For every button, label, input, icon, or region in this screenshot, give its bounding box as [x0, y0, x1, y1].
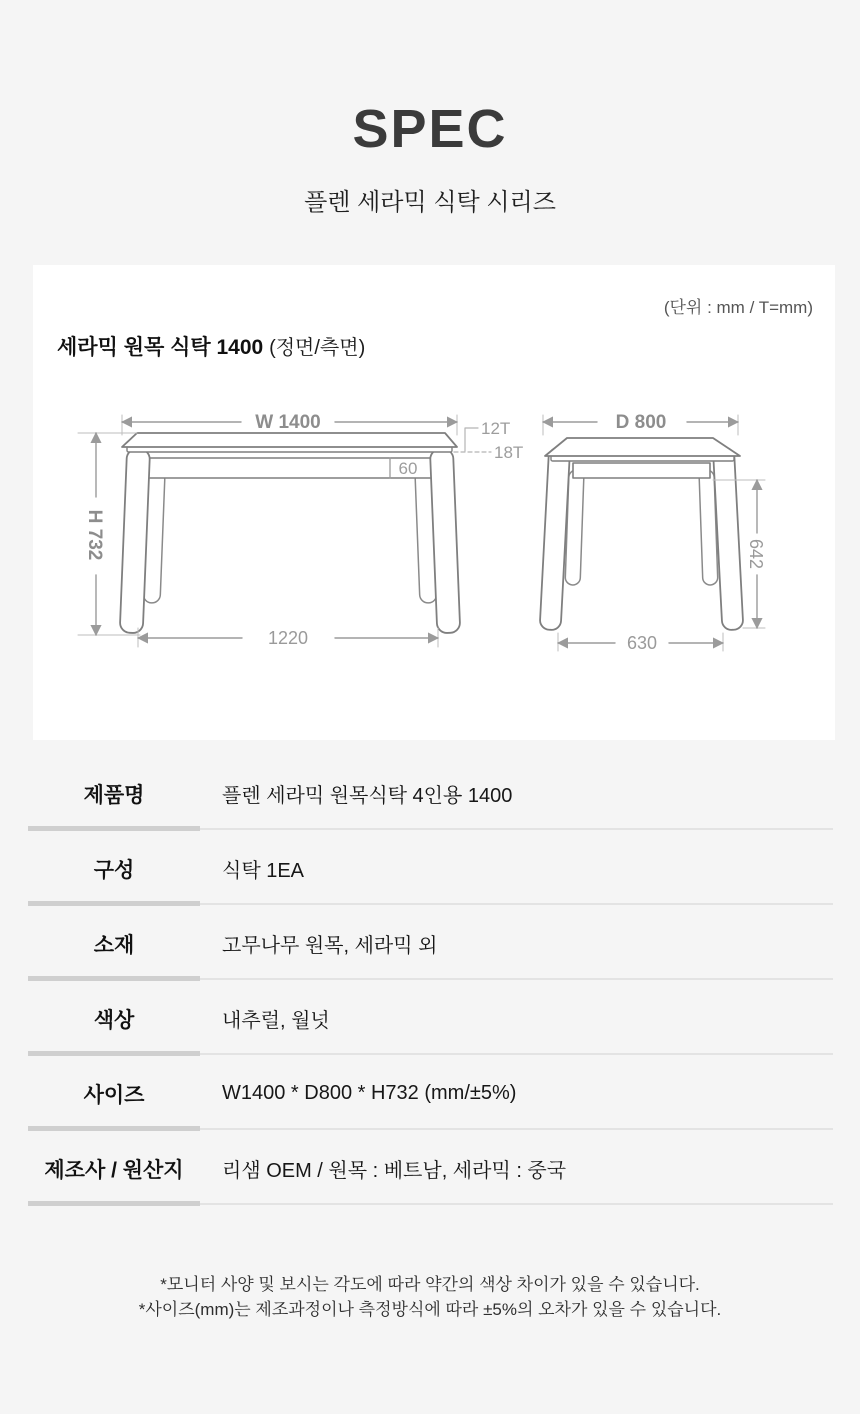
- edge-thickness-label: 18T: [494, 443, 524, 462]
- page-title: SPEC: [352, 99, 508, 159]
- row-divider-line: [200, 903, 833, 905]
- row-value: 내추럴, 월넛: [222, 1010, 330, 1032]
- row-label: 제조사 / 원산지: [44, 1158, 184, 1182]
- table-row: [28, 906, 833, 981]
- table-row: [28, 1056, 833, 1131]
- footnote-size-notice: *사이즈(mm)는 제조과정이나 측정방식에 따라 ±5%의 오차가 있을 수 있습니다.: [138, 1300, 722, 1319]
- row-label: 색상: [93, 1008, 135, 1032]
- row-divider-line: [200, 828, 833, 830]
- height-dimension-label: H 732: [84, 509, 105, 561]
- page-subtitle: 플렌 세라믹 식탁 시리즈: [304, 189, 556, 216]
- diagram-caption-product: 세라믹 원목 식탁 1400: [57, 336, 264, 359]
- apron-height-label: 60: [398, 459, 418, 478]
- table-row: [28, 756, 833, 831]
- row-label: 사이즈: [83, 1083, 145, 1107]
- row-divider-line: [200, 1128, 833, 1130]
- table-row: [28, 831, 833, 906]
- row-label: 구성: [93, 858, 135, 882]
- diagram-panel: [33, 265, 835, 740]
- row-divider-line: [200, 1053, 833, 1055]
- row-value: W1400 * D800 * H732 (mm/±5%): [222, 1082, 517, 1104]
- front-view: [78, 412, 523, 648]
- table-row: [28, 1131, 833, 1206]
- row-value: 리샘 OEM / 원목 : 베트남, 세라믹 : 중국: [222, 1160, 567, 1182]
- row-value: 고무나무 원목, 세라믹 외: [222, 935, 438, 957]
- diagram-caption-views: (정면/측면): [269, 337, 366, 359]
- spec-table: [28, 756, 833, 1206]
- footnotes: [0, 1272, 860, 1322]
- leg-height-label: 642: [746, 538, 766, 570]
- top-thickness-label: 12T: [481, 419, 511, 438]
- row-label: 소재: [93, 933, 135, 957]
- table-row: [28, 981, 833, 1056]
- side-leg-span-label: 630: [626, 633, 658, 653]
- row-value: 식탁 1EA: [222, 860, 304, 882]
- side-view: [540, 412, 766, 653]
- row-value: 플렌 세라믹 원목식탁 4인용 1400: [222, 785, 513, 807]
- width-dimension-label: W 1400: [255, 412, 321, 433]
- diagram-caption: [57, 331, 365, 361]
- row-divider-line: [200, 978, 833, 980]
- footnote-color-notice: *모니터 사양 및 보시는 각도에 따라 약간의 색상 차이가 있을 수 있습니다.: [160, 1275, 700, 1294]
- row-divider-line: [200, 1203, 833, 1205]
- unit-note: (단위 : mm / T=mm): [663, 298, 813, 317]
- dimension-diagram: [45, 385, 835, 685]
- row-label: 제품명: [83, 783, 145, 807]
- front-leg-span-label: 1220: [267, 628, 309, 648]
- depth-dimension-label: D 800: [615, 412, 667, 433]
- row-divider-bar: [28, 1201, 200, 1206]
